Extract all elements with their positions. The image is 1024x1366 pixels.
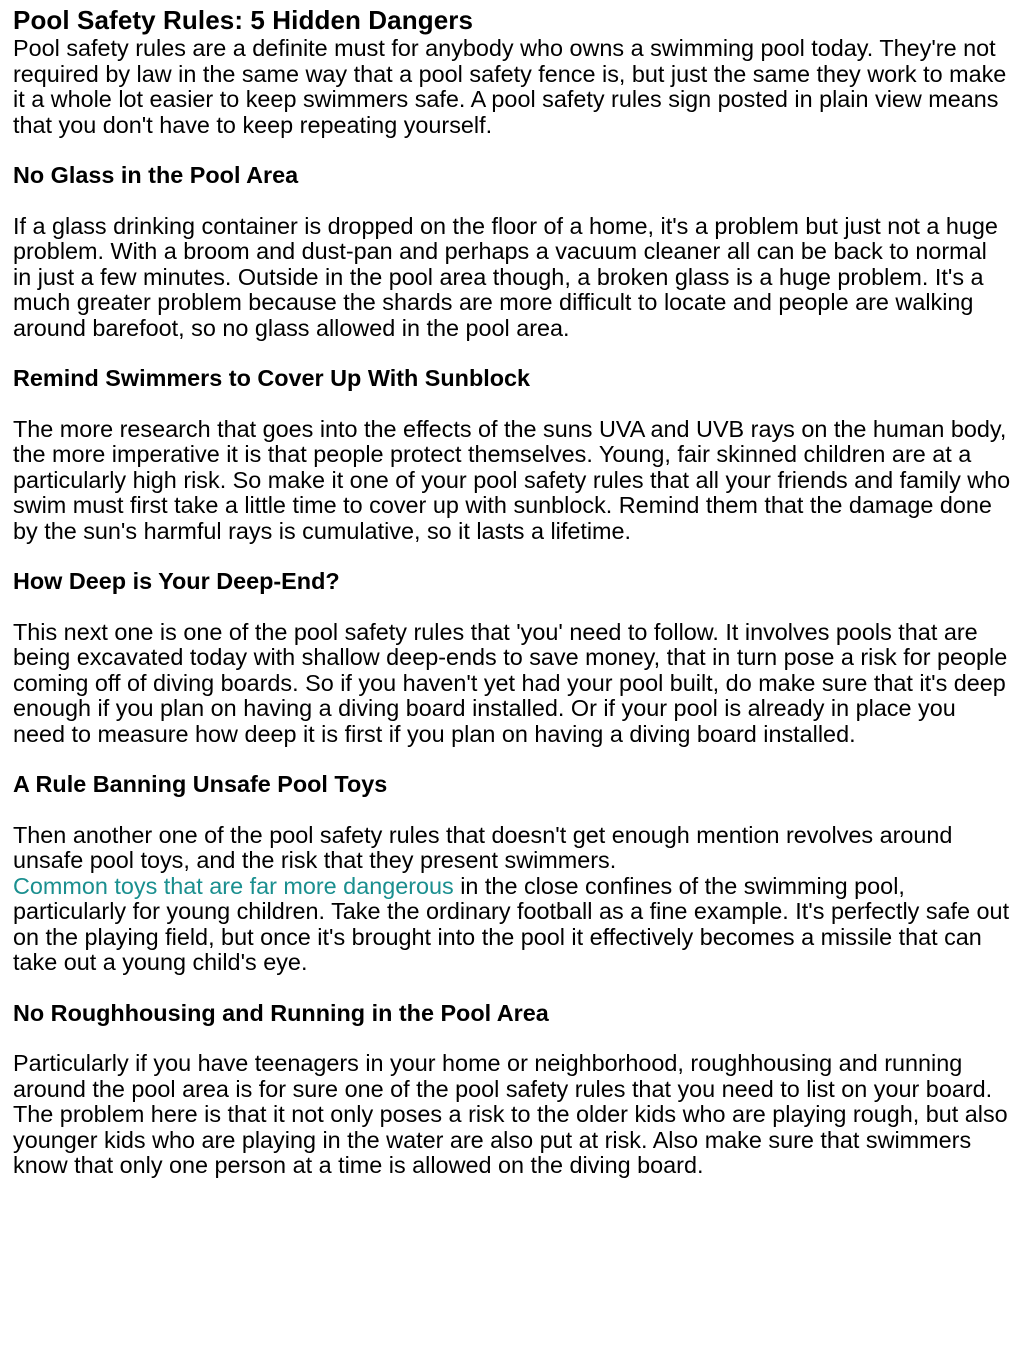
section-body-roughhousing: Particularly if you have teenagers in your home or neighborhood, roughhousing and running around the pool area is for sure one of the pool safety rules that you need to list on your board. The problem here is that it not only poses a risk to the older kids who are playing rough, but also younger kids who are playing in the water are also put at risk. Also make sure that swimmers know that only one person at a time is allowed on the diving board.: [13, 1050, 1008, 1178]
document-page: [13, 4, 1011, 1179]
page-title: Pool Safety Rules: 5 Hidden Dangers: [13, 5, 474, 35]
intro-paragraph: Pool safety rules are a definite must for anybody who owns a swimming pool today. They're not required by law in the same way that a pool safety fence is, but just the same they work to make it a whole lot easier to keep swimmers safe. A pool safety rules sign posted in plain view means that you don't have to keep repeating yourself.: [13, 35, 1007, 138]
section-heading-roughhousing: No Roughhousing and Running in the Pool Area: [13, 999, 549, 1026]
pool-toys-text-after: in the close confines of the swimming pool, particularly for young children. Take the ordinary football as a fine example. It's perfectly safe out on the playing field, but once it's brought into the pool it effectively becomes a missile that can take out a young child's eye.: [13, 872, 1010, 975]
section-heading-pool-toys: A Rule Banning Unsafe Pool Toys: [13, 771, 388, 797]
dangerous-toys-link[interactable]: Common toys that are far more dangerous: [13, 872, 454, 899]
section-heading-deep-end: How Deep is Your Deep-End?: [13, 568, 340, 594]
section-heading-no-glass: No Glass in the Pool Area: [13, 162, 299, 188]
pool-toys-text-before: Then another one of the pool safety rules that doesn't get enough mention revolves around unsafe pool toys, and the risk that they present swimmers.: [13, 821, 953, 873]
section-body-sunblock: The more research that goes into the effects of the suns UVA and UVB rays on the human body, the more imperative it is that people protect themselves. Young, fair skinned children are at a particularly high risk. So make it one of your pool safety rules that all your friends and family who swim must first take a little time to cover up with sunblock. Remind them that the damage done by the sun's harmful rays is cumulative, so it lasts a lifetime.: [13, 415, 1011, 544]
section-body-deep-end: This next one is one of the pool safety rules that 'you' need to follow. It involves pools that are being excavated today with shallow deep-ends to save money, that in turn pose a risk for people coming off of diving boards. So if you haven't yet had your pool built, do make sure that it's deep enough if you plan on having a diving board installed. Or if your pool is already in place you need to measure how deep it is first if you plan on having a diving board installed.: [13, 618, 1008, 747]
section-heading-sunblock: Remind Swimmers to Cover Up With Sunblock: [13, 365, 531, 391]
section-body-pool-toys: [13, 823, 1011, 976]
section-body-no-glass: If a glass drinking container is dropped on the floor of a home, it's a problem but just not a huge problem. With a broom and dust-pan and perhaps a vacuum cleaner all can be back to normal in just a few minutes. Outside in the pool area though, a broken glass is a huge problem. It's a much greater problem because the shards are more difficult to locate and people are walking around barefoot, so no glass allowed in the pool area.: [13, 212, 998, 341]
